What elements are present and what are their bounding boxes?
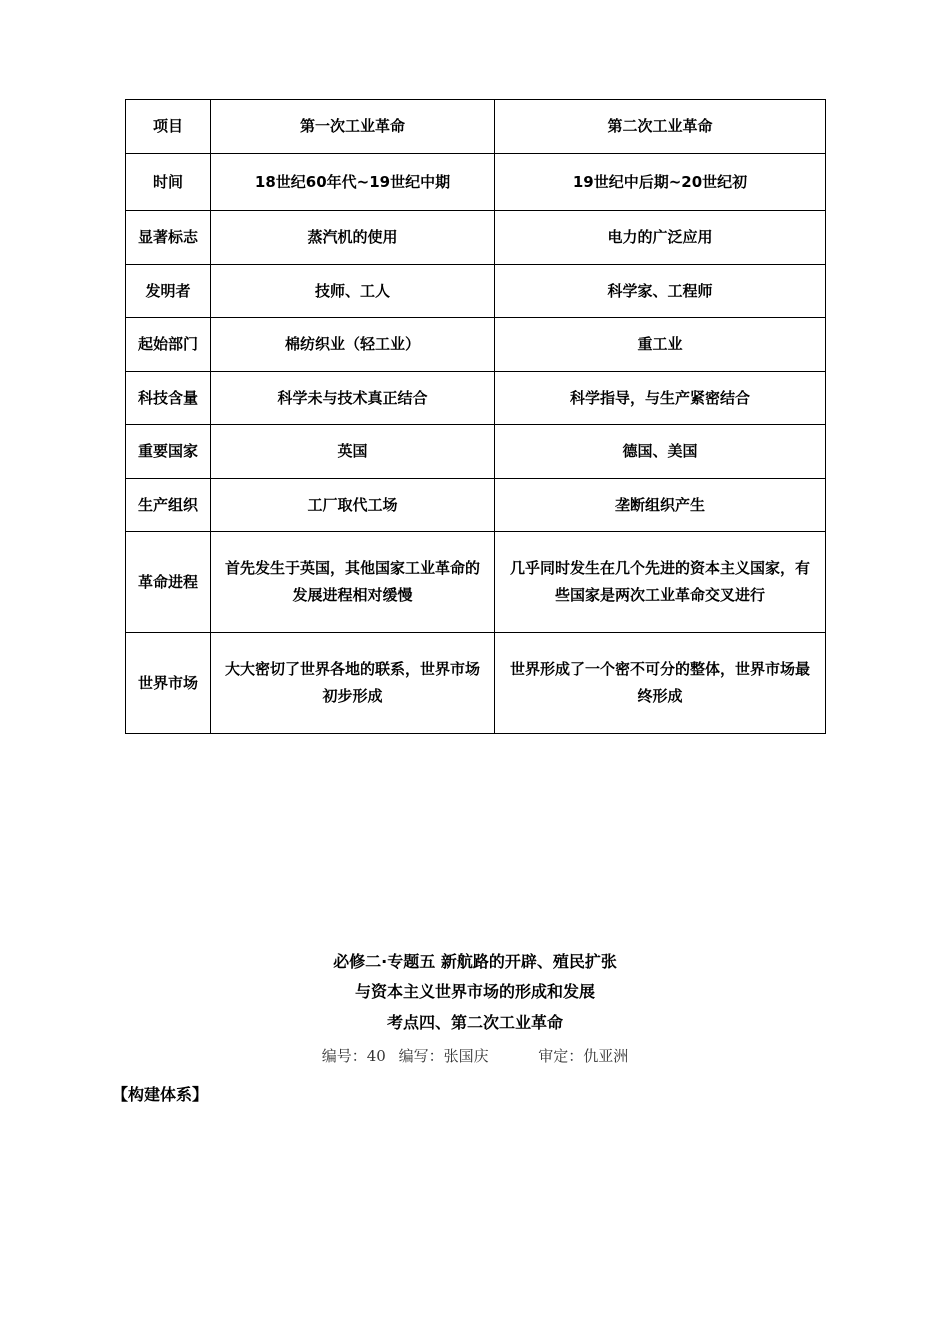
table-row (126, 211, 826, 265)
header-cell-second-revolution: 第二次工业革命 (495, 100, 826, 154)
cell-first: 蒸汽机的使用 (211, 211, 495, 265)
heading-line-1: 必修二·专题五 新航路的开辟、殖民扩张 (333, 952, 617, 971)
cell-second: 世界形成了一个密不可分的整体，世界市场最终形成 (495, 633, 826, 734)
cell-first: 科学未与技术真正结合 (211, 372, 495, 425)
heading-line-2: 与资本主义世界市场的形成和发展 (354, 982, 595, 1001)
meta-reviewer: 审定：仇亚洲 (538, 1047, 629, 1065)
cell-first: 18世纪60年代~19世纪中期 (211, 154, 495, 211)
cell-second: 科学家、工程师 (495, 265, 826, 318)
table-row (126, 532, 826, 633)
document-meta (0, 1045, 950, 1066)
cell-second: 德国、美国 (495, 425, 826, 479)
row-label: 显著标志 (126, 211, 211, 265)
row-label: 世界市场 (126, 633, 211, 734)
cell-first: 英国 (211, 425, 495, 479)
table-row (126, 318, 826, 372)
row-label: 时间 (126, 154, 211, 211)
header-cell-first-revolution: 第一次工业革命 (211, 100, 495, 154)
cell-second: 19世纪中后期~20世纪初 (495, 154, 826, 211)
section-title: 【构建体系】 (112, 1085, 209, 1104)
row-label: 革命进程 (126, 532, 211, 633)
meta-author: 编写：张国庆 (398, 1047, 489, 1065)
cell-first: 技师、工人 (211, 265, 495, 318)
cell-second: 重工业 (495, 318, 826, 372)
row-label: 发明者 (126, 265, 211, 318)
cell-second: 电力的广泛应用 (495, 211, 826, 265)
cell-second: 几乎同时发生在几个先进的资本主义国家，有些国家是两次工业革命交叉进行 (495, 532, 826, 633)
cell-first: 工厂取代工场 (211, 479, 495, 532)
row-label: 生产组织 (126, 479, 211, 532)
table-row (126, 265, 826, 318)
cell-first: 棉纺织业（轻工业） (211, 318, 495, 372)
cell-first: 首先发生于英国，其他国家工业革命的发展进程相对缓慢 (211, 532, 495, 633)
cell-second: 科学指导，与生产紧密结合 (495, 372, 826, 425)
row-label: 重要国家 (126, 425, 211, 479)
cell-second: 垄断组织产生 (495, 479, 826, 532)
header-cell-item: 项目 (126, 100, 211, 154)
cell-first: 大大密切了世界各地的联系，世界市场初步形成 (211, 633, 495, 734)
table-row (126, 633, 826, 734)
row-label: 科技含量 (126, 372, 211, 425)
meta-number: 编号：40 (321, 1047, 386, 1065)
table-row (126, 372, 826, 425)
row-label: 起始部门 (126, 318, 211, 372)
table-row (126, 425, 826, 479)
table-row (126, 479, 826, 532)
table-row (126, 154, 826, 211)
comparison-table (125, 99, 826, 734)
heading-line-3: 考点四、第二次工业革命 (386, 1013, 563, 1032)
table-header-row (126, 100, 826, 154)
